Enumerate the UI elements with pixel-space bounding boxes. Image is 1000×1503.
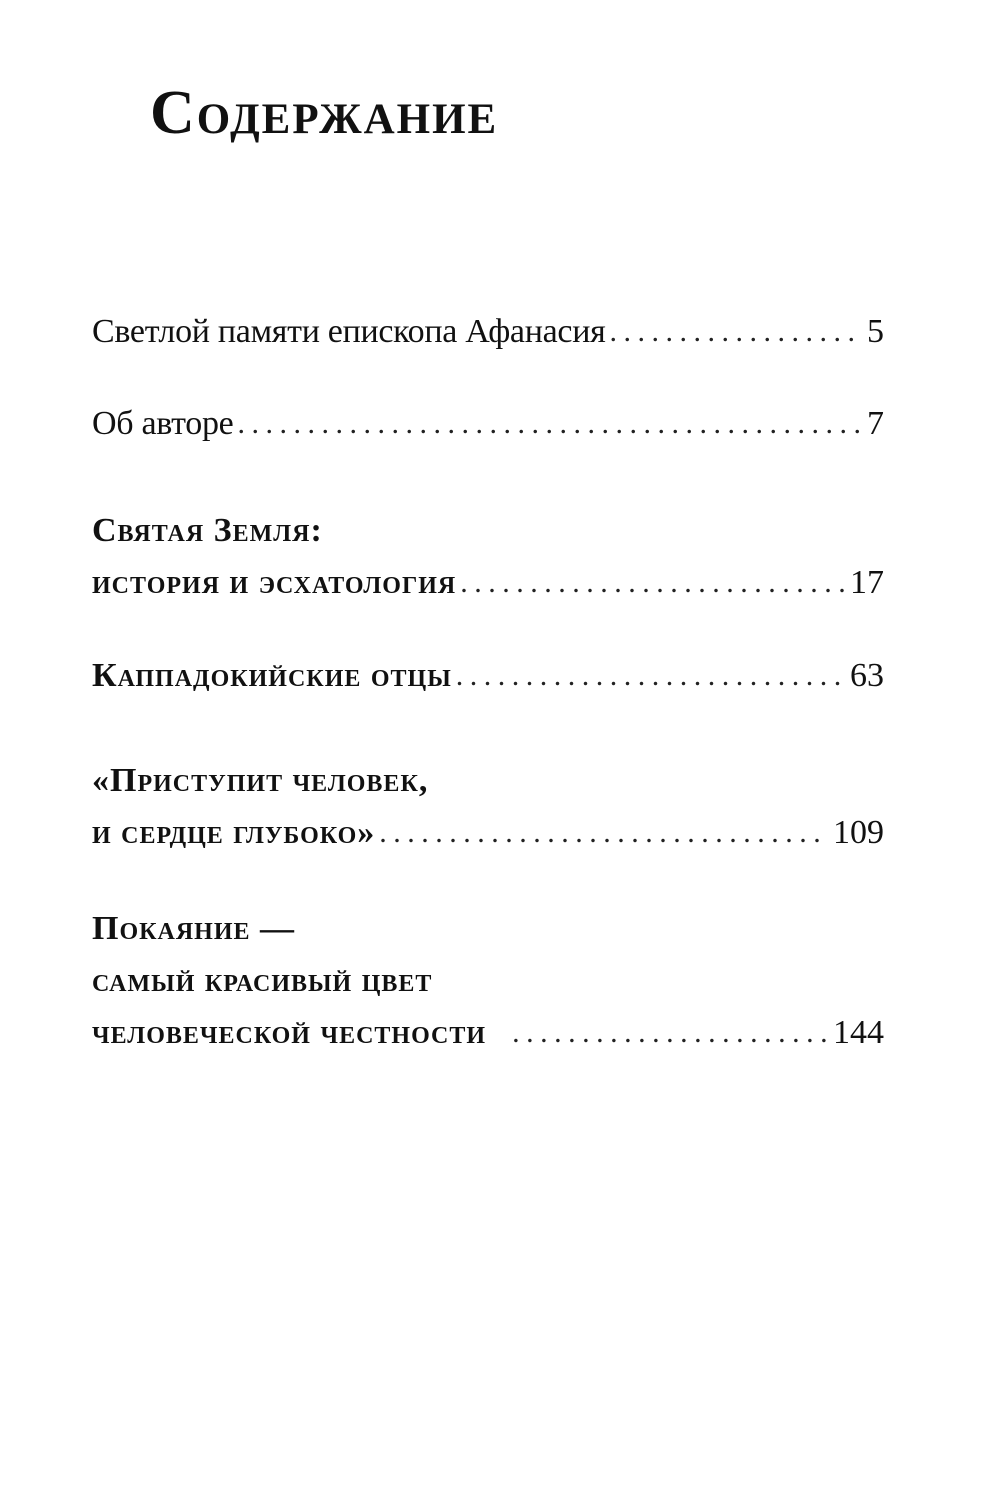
toc-entry-title-line-2: и сердце глубоко» xyxy=(92,814,376,851)
toc-entry-line xyxy=(92,313,884,363)
toc-entry-line xyxy=(92,762,884,814)
dot-leader xyxy=(237,407,863,441)
toc-entry-title: Об авторе xyxy=(92,405,234,442)
toc-page-number: 109 xyxy=(833,814,884,851)
dot-leader xyxy=(512,1016,829,1050)
toc-entry-line xyxy=(92,405,884,455)
toc-entry-line xyxy=(92,962,884,1014)
toc-entry-about-author[interactable] xyxy=(92,405,884,455)
dot-leader xyxy=(460,566,846,600)
toc-entry-title-line-2: самый красивый цвет xyxy=(92,962,433,999)
dot-leader xyxy=(609,315,863,349)
toc-entry-title: Каппадокийские отцы xyxy=(92,657,452,694)
dot-leader xyxy=(456,659,846,693)
toc-entry-repentance[interactable] xyxy=(92,910,884,1066)
toc-entry-title-line-1: «Приступит человек, xyxy=(92,762,429,799)
toc-entry-title-line-2: история и эсхатология xyxy=(92,564,457,601)
toc-entry-line xyxy=(92,1014,884,1066)
dot-leader xyxy=(379,816,829,850)
toc-entry-cappadocian-fathers[interactable] xyxy=(92,657,884,709)
toc-entry-title-line-3: человеческой честности xyxy=(92,1014,487,1051)
toc-entry-title-line-1: Святая Земля: xyxy=(92,512,323,549)
toc-entry-dedication[interactable] xyxy=(92,313,884,363)
toc-page-number: 17 xyxy=(850,564,884,601)
toc-entry-line xyxy=(92,910,884,962)
toc-entry-line xyxy=(92,657,884,709)
toc-page-number: 7 xyxy=(867,405,884,442)
toc-page-number: 63 xyxy=(850,657,884,694)
toc-page-number: 144 xyxy=(833,1014,884,1051)
page-title: Содержание xyxy=(150,79,499,147)
toc-entry-title: Светлой памяти епископа Афанасия xyxy=(92,313,606,350)
toc-entry-title-line-1: Покаяние — xyxy=(92,910,296,947)
toc-entry-line xyxy=(92,814,884,866)
toc-entry-line xyxy=(92,512,884,564)
toc-entry-holy-land[interactable] xyxy=(92,512,884,616)
toc-page-number: 5 xyxy=(867,313,884,350)
toc-entry-man-shall-approach[interactable] xyxy=(92,762,884,866)
toc-entry-line xyxy=(92,564,884,616)
